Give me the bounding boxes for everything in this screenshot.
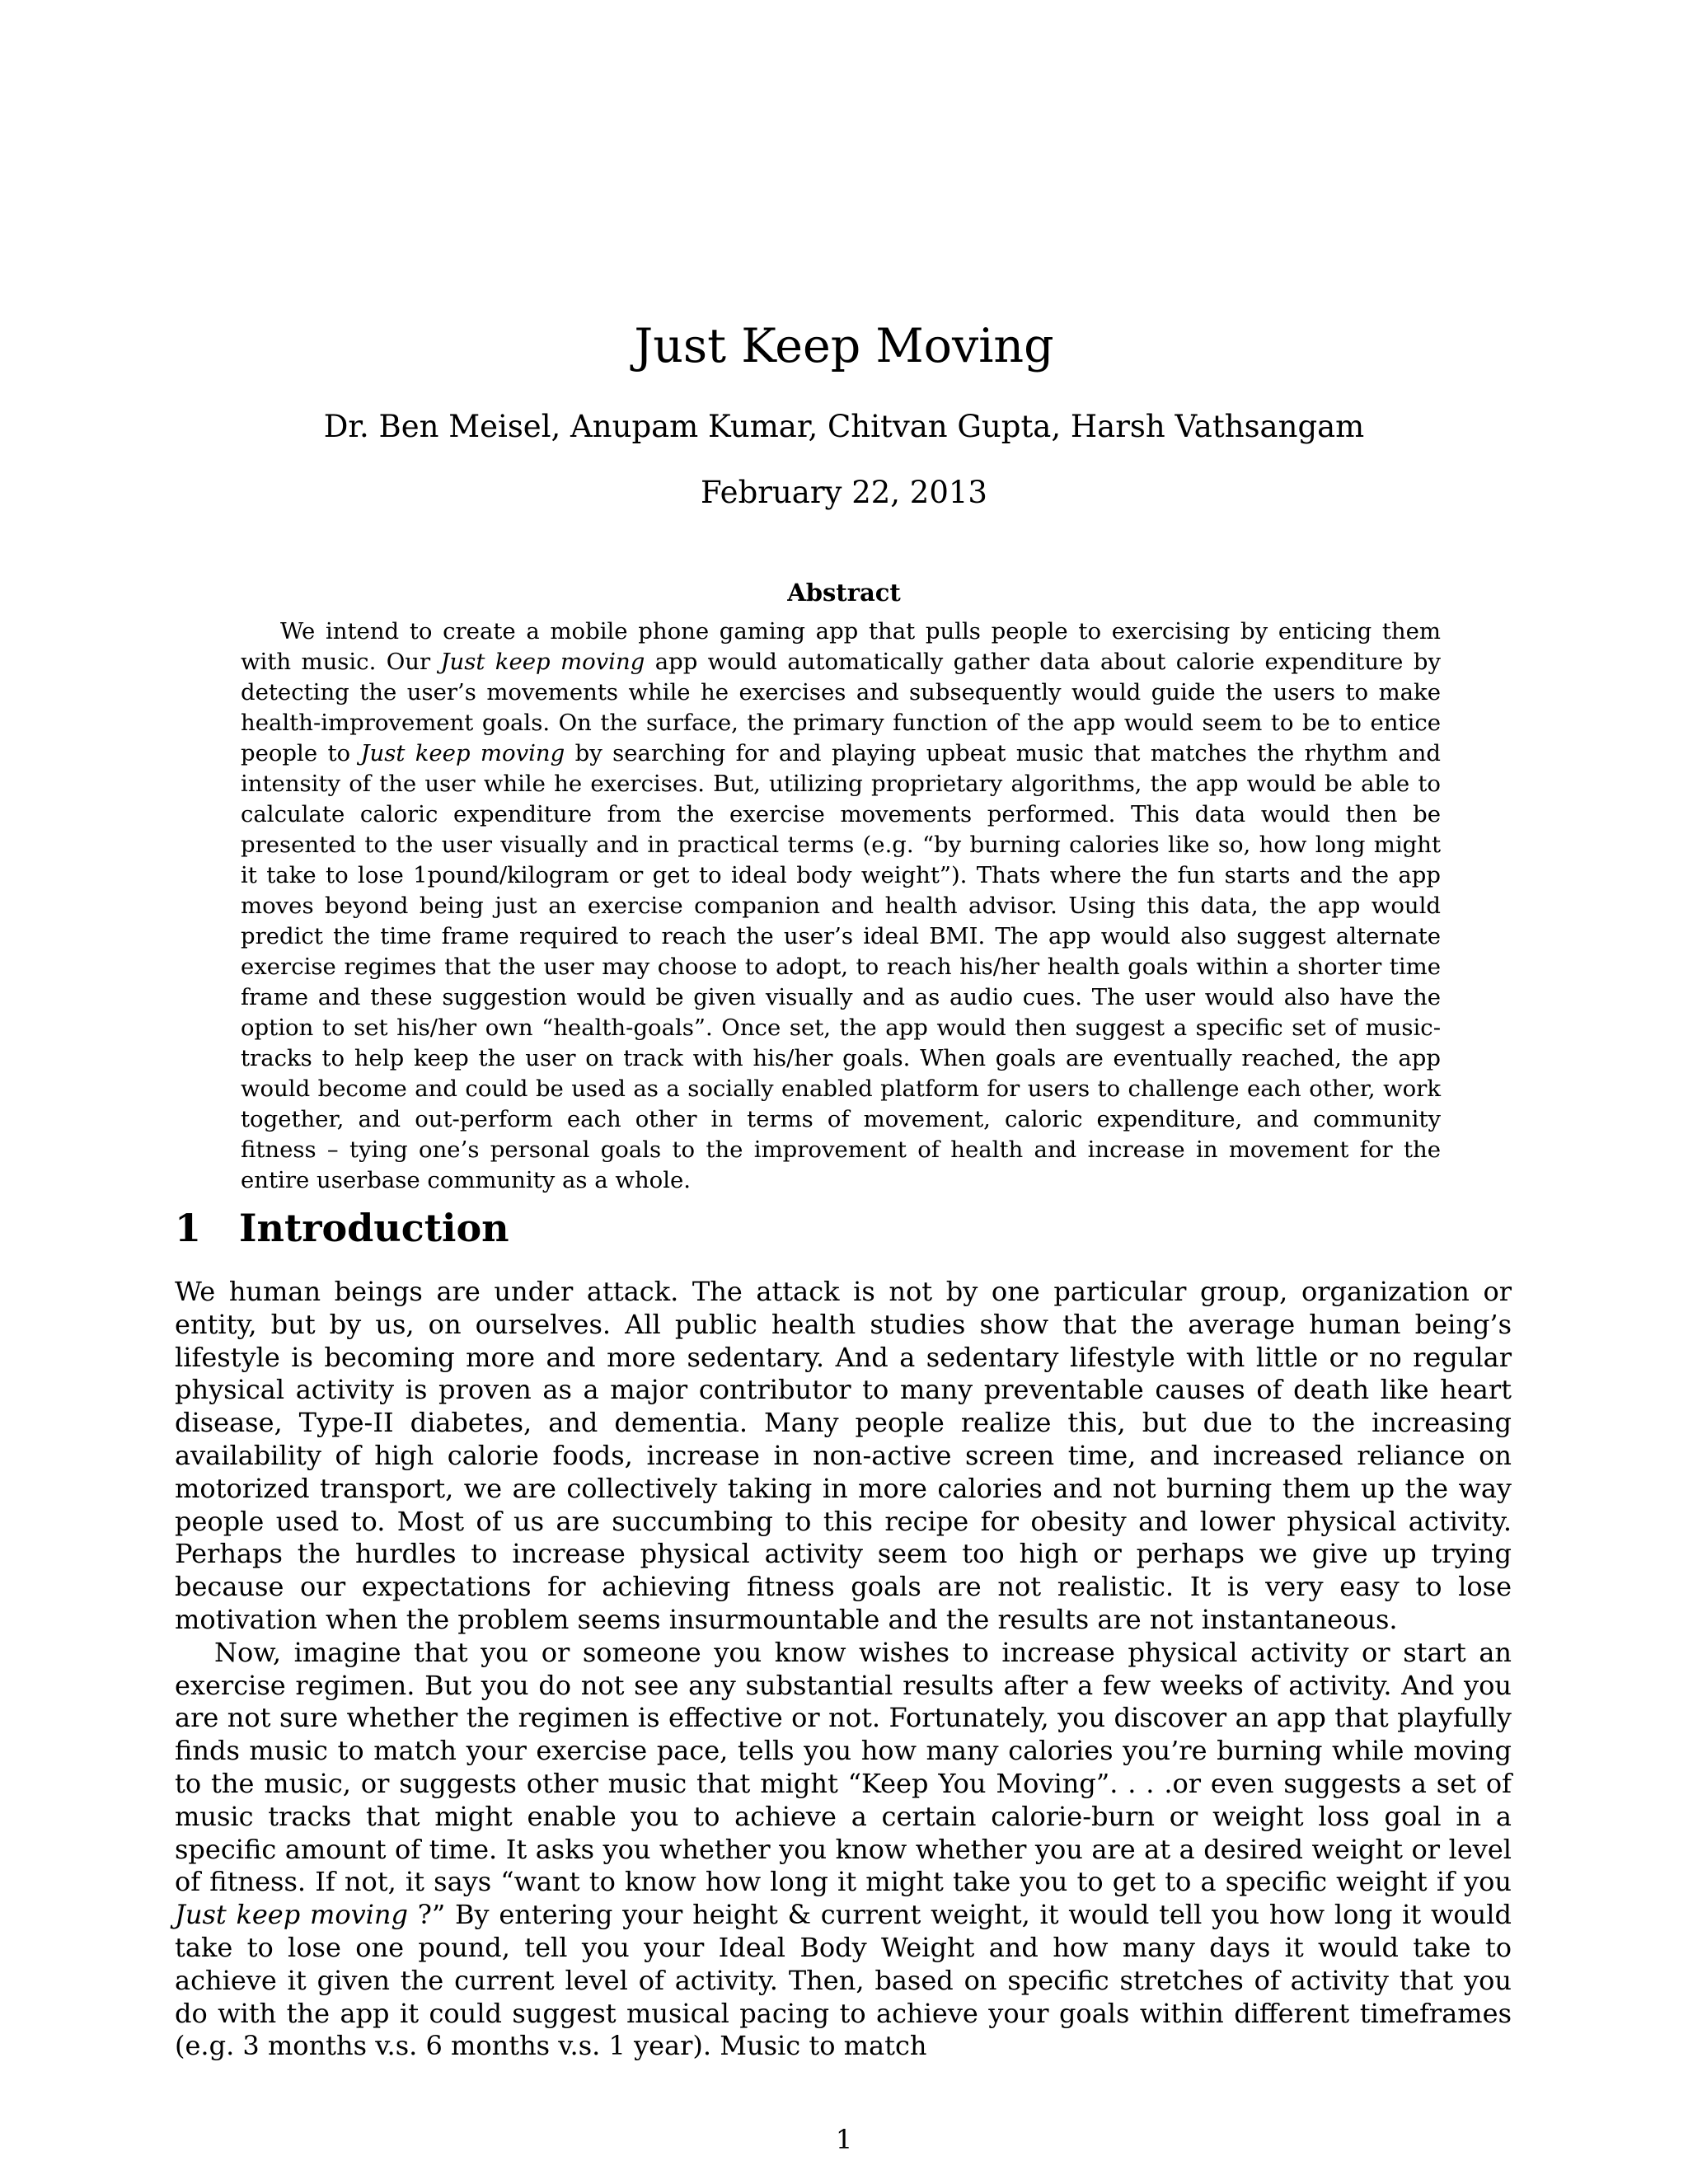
- abstract-text-segment: app would automatically gather data about calorie expenditure by detecting the user’s movements while he exercises and subsequently would guide the users to make health-improvement goals. On the surface, the primary function of the app would seem to be to entice people to: [241, 649, 1441, 766]
- abstract-heading: Abstract: [787, 579, 901, 607]
- abstract-text-segment: We intend to create a mobile phone gaming app that pulls people to exercising by enticing them with music. Our: [241, 618, 1441, 675]
- section-heading-introduction: [175, 1203, 509, 1253]
- section-title: Introduction: [239, 1206, 509, 1250]
- page-number: 1: [835, 2124, 853, 2155]
- section-number: 1: [175, 1206, 202, 1250]
- publication-date: February 22, 2013: [701, 475, 987, 510]
- intro-app-name-emphasis: Just keep moving: [175, 1899, 408, 1931]
- introduction-body: [175, 1276, 1512, 2063]
- intro-paragraph-1: We human beings are under attack. The attack is not by one particular group, organization or entity, but by us, on ourselves. All public health studies show that the average human being’s lifestyle is becoming more and more sedentary. And a sedentary lifestyle with little or no regular physical activity is proven as a major contributor to many preventable causes of death like heart disease, Type-II diabetes, and dementia. Many people realize this, but due to the increasing availability of high calorie foods, increase in non-active screen time, and increased reliance on motorized transport, we are collectively taking in more calories and not burning them up the way people used to. Most of us are succumbing to this recipe for obesity and lower physical activity. Perhaps the hurdles to increase physical activity seem too high or perhaps we give up trying because our expectations for achieving fitness goals are not realistic. It is very easy to lose motivation when the problem seems insurmountable and the results are not instantaneous.: [175, 1276, 1512, 1635]
- paper-title: Just Keep Moving: [634, 319, 1054, 373]
- intro-text-segment: Now, imagine that you or someone you know wishes to increase physical activity or start an exercise regimen. But you do not see any substantial results after a few weeks of activity. And you are not sure whether the regimen is effective or not. Fortunately, you discover an app that playfully finds music to match your exercise pace, tells you how many calories you’re burning while moving to the music, or suggests other music that might “Keep You Moving”. . . .or even suggests a set of music tracks that might enable you to achieve a certain calorie-burn or weight loss goal in a specific amount of time. It asks you whether you know whether you are at a desired weight or level of fitness. If not, it says “want to know how long it might take you to get to a specific weight if you: [175, 1636, 1512, 1898]
- intro-text-segment: ?” By entering your height & current weight, it would tell you how long it would take to lose one pound, tell you your Ideal Body Weight and how many days it would take to achieve it given the current level of activity. Then, based on specific stretches of activity that you do with the app it could suggest musical pacing to achieve your goals within different timeframes (e.g. 3 months v.s. 6 months v.s. 1 year). Music to match: [175, 1899, 1512, 2062]
- intro-paragraph-2: [175, 1637, 1512, 2063]
- abstract-text-segment: by searching for and playing upbeat music that matches the rhythm and intensity of the user while he exercises. But, utilizing proprietary algorithms, the app would be able to calculate caloric expenditure from the exercise movements performed. This data would then be presented to the user visually and in practical terms (e.g. “by burning calories like so, how long might it take to lose 1pound/kilogram or get to ideal body weight”). Thats where the fun starts and the app moves beyond being just an exercise companion and health advisor. Using this data, the app would predict the time frame required to reach the user’s ideal BMI. The app would also suggest alternate exercise regimes that the user may choose to adopt, to reach his/her health goals within a shorter time frame and these suggestion would be given visually and as audio cues. The user would also have the option to set his/her own “health-goals”. Once set, the app would then suggest a specific set of music-tracks to help keep the user on track with his/her goals. When goals are eventually reached, the app would become and could be used as a socially enabled platform for users to challenge each other, work together, and out-perform each other in terms of movement, caloric expenditure, and community fitness – tying one’s personal goals to the improvement of health and increase in movement for the entire userbase community as a whole.: [241, 740, 1441, 1193]
- abstract-text: [241, 616, 1441, 1196]
- abstract-app-name-emphasis: Just keep moving: [360, 740, 565, 766]
- abstract-app-name-emphasis: Just keep moving: [440, 649, 645, 675]
- author-list: Dr. Ben Meisel, Anupam Kumar, Chitvan Gupta, Harsh Vathsangam: [323, 409, 1365, 444]
